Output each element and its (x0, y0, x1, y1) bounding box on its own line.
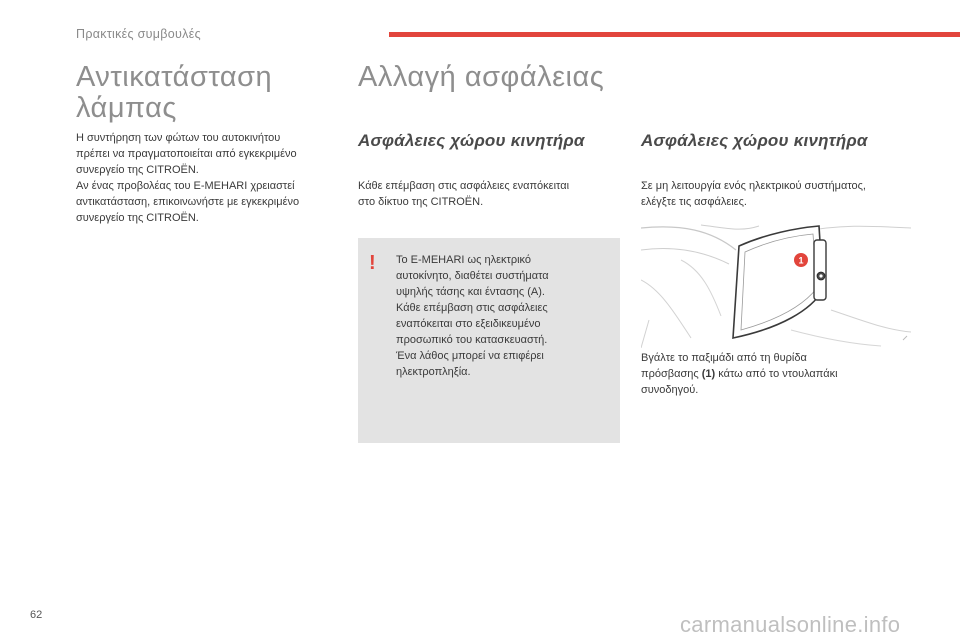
title-line-1: Αντικατάσταση (76, 61, 273, 93)
text-line: Η συντήρηση των φώτων του αυτοκινήτου (76, 132, 281, 144)
fuse-change-title: Αλλαγή ασφάλειας (358, 61, 605, 93)
lamp-replacement-text (76, 130, 346, 226)
lamp-paragraph-1 (76, 130, 346, 178)
text-line: κάτω από το ντουλαπάκι (715, 368, 838, 380)
text-line: προσωπικό του κατασκευαστή. (396, 334, 548, 346)
header-accent-rule (389, 32, 960, 37)
callout-reference: (1) (701, 368, 716, 380)
text-line: στο δίκτυο της CITROËN. (358, 196, 484, 208)
text-line: Ένα λάθος μπορεί να επιφέρει (396, 350, 544, 362)
engine-fuses-subtitle-right: Ασφάλειες χώρου κινητήρα (641, 131, 868, 150)
text-line: αυτοκίνητο, διαθέτει συστήματα (396, 270, 549, 282)
text-line: Βγάλτε το παξιμάδι από τη θυρίδα (641, 352, 807, 364)
text-line: συνοδηγού. (641, 384, 699, 396)
text-line: Αν ένας προβολέας του E-MEHARI χρειαστεί (76, 180, 295, 192)
text-line: πρόσβασης (641, 368, 702, 380)
text-line: Σε μη λειτουργία ενός ηλεκτρικού συστήματος, (641, 180, 866, 192)
lamp-replacement-title (76, 62, 336, 124)
engine-fuses-subtitle: Ασφάλειες χώρου κινητήρα (358, 131, 585, 150)
text-line: υψηλής τάσης και έντασης (A). (396, 286, 545, 298)
exclamation-icon: ! (369, 252, 376, 274)
fuse-check-text (641, 178, 931, 210)
lamp-paragraph-2 (76, 178, 346, 226)
text-line: συνεργείο της CITROËN. (76, 212, 199, 224)
text-line: ηλεκτροπληξία. (396, 366, 471, 378)
text-line: αντικατάσταση, επικοινωνήστε με εγκεκριμένο (76, 196, 300, 208)
nut-removal-caption (641, 350, 931, 398)
warning-text (396, 252, 611, 380)
text-line: εναπόκειται στο εξειδικευμένο (396, 318, 541, 330)
site-watermark: carmanualsonline.info (680, 612, 901, 637)
glovebox-fuse-access-illustration (641, 220, 911, 348)
text-line: ελέγξτε τις ασφάλειες. (641, 196, 747, 208)
text-line: πρέπει να πραγματοποιείται από εγκεκριμένο (76, 148, 297, 160)
title-line-2: λάμπας (76, 92, 177, 124)
fuse-network-text (358, 178, 618, 210)
text-line: Το E-MEHARI ως ηλεκτρικό (396, 254, 532, 266)
text-line: συνεργείο της CITROËN. (76, 164, 199, 176)
page-number: 62 (30, 609, 43, 621)
section-label: Πρακτικές συμβουλές (76, 27, 201, 41)
callout-number: 1 (798, 255, 804, 266)
text-line: Κάθε επέμβαση στις ασφάλειες (396, 302, 548, 314)
text-line: Κάθε επέμβαση στις ασφάλειες εναπόκειται (358, 180, 570, 192)
